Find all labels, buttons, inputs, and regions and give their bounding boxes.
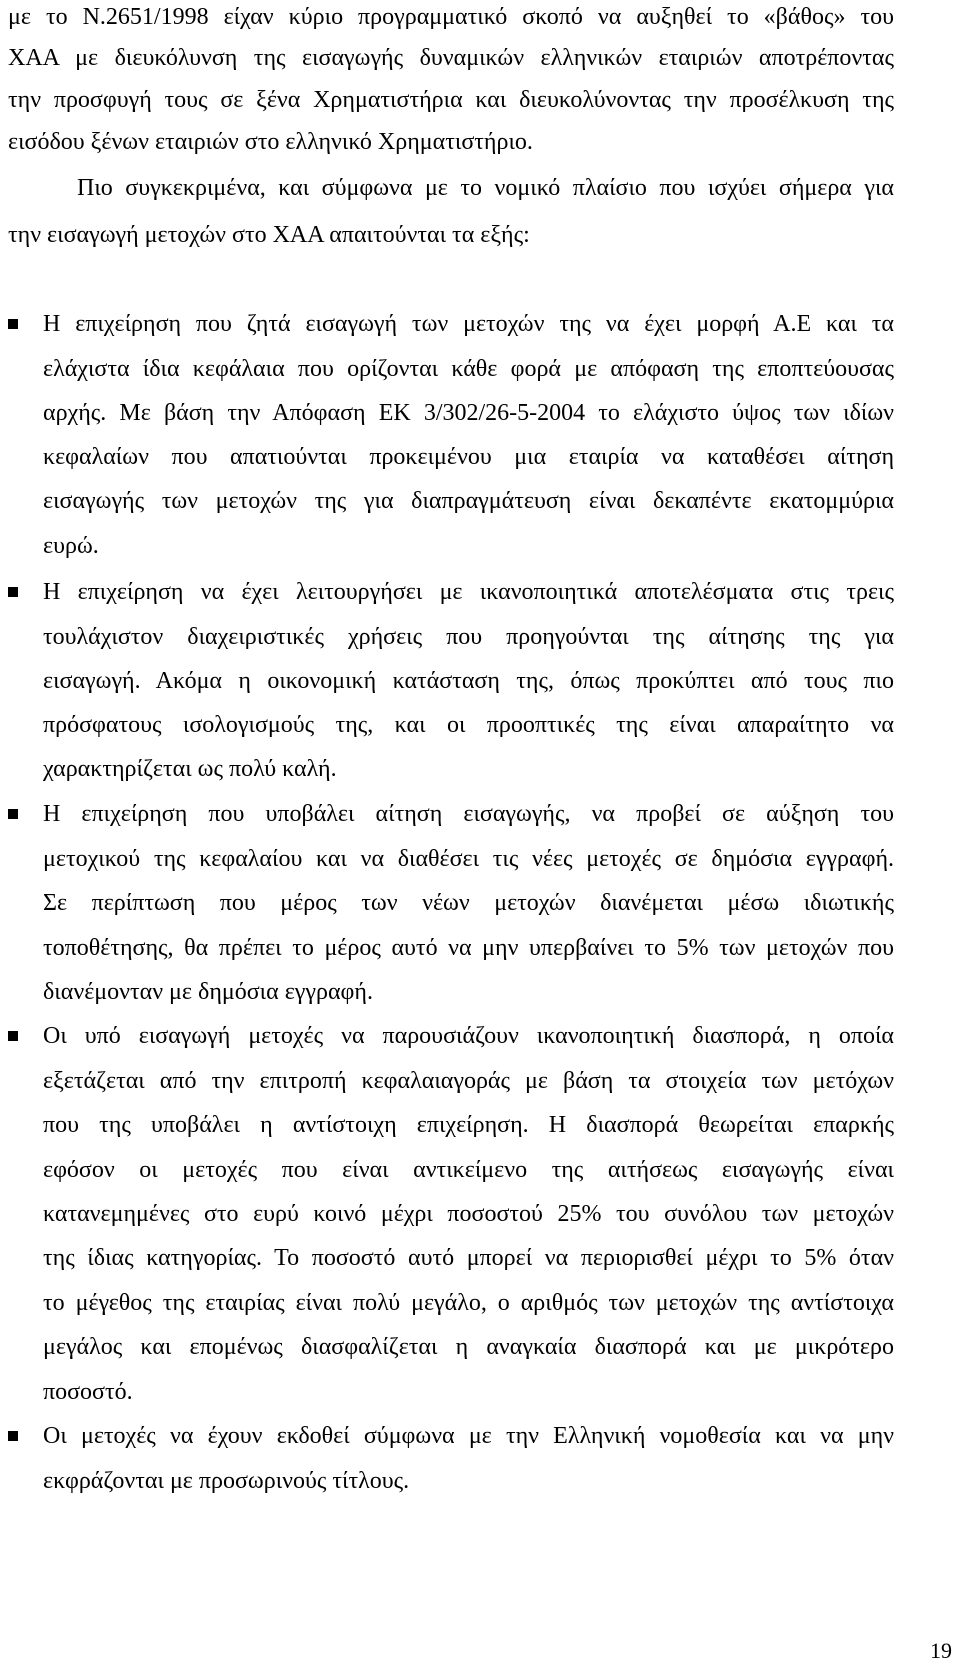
text-line: εκφράζονται με προσωρινούς τίτλους. — [43, 1468, 410, 1494]
text-line: ποσοστό. — [43, 1379, 133, 1405]
text-line: Η επιχείρηση να έχει λειτουργήσει με ικανοποιητικά αποτελέσματα στις τρεις — [43, 579, 894, 605]
text-line: εξετάζεται από την επιτροπή κεφαλαιαγοράς με βάση τα στοιχεία των μετόχων — [43, 1068, 894, 1094]
text-line: τοποθέτησης, θα πρέπει το μέρος αυτό να μην υπερβαίνει το 5% των μετοχών που — [43, 935, 894, 961]
text-line: μετοχικού της κεφαλαίου και να διαθέσει τις νέες μετοχές σε δημόσια εγγραφή. — [43, 846, 894, 872]
text-line: χαρακτηρίζεται ως πολύ καλή. — [43, 756, 337, 782]
text-line: κατανεμημένες στο ευρύ κοινό μέχρι ποσοστού 25% του συνόλου των μετοχών — [43, 1201, 894, 1227]
text-line: εισαγωγή. Ακόμα η οικονομική κατάσταση της, όπως προκύπτει από τους πιο — [43, 668, 894, 694]
text-line: Η επιχείρηση που ζητά εισαγωγή των μετοχών της να έχει μορφή Α.Ε και τα — [43, 311, 894, 337]
text-line: την προσφυγή τους σε ξένα Χρηματιστήρια και διευκολύνοντας την προσέλκυση της — [8, 87, 894, 113]
text-line: ελάχιστα ίδια κεφάλαια που ορίζονται κάθε φορά με απόφαση της εποπτεύουσας — [43, 356, 894, 382]
text-line: μεγάλος και επομένως διασφαλίζεται η αναγκαία διασπορά και με μικρότερο — [43, 1334, 894, 1360]
text-line: εισόδου ξένων εταιριών στο ελληνικό Χρηματιστήριο. — [8, 129, 533, 155]
page-number: 19 — [930, 1638, 952, 1663]
text-line: Οι υπό εισαγωγή μετοχές να παρουσιάζουν ικανοποιητική διασπορά, η οποία — [43, 1023, 894, 1049]
text-line: τουλάχιστον διαχειριστικές χρήσεις που προηγούνται της αίτησης της για — [43, 624, 894, 650]
square-bullet-icon — [8, 319, 18, 329]
text-line: πρόσφατους ισολογισμούς της, και οι προοπτικές της είναι απαραίτητο να — [43, 712, 894, 738]
square-bullet-icon — [8, 587, 18, 597]
text-line: ΧΑΑ με διευκόλυνση της εισαγωγής δυναμικών ελληνικών εταιριών αποτρέποντας — [8, 45, 894, 71]
text-line: την εισαγωγή μετοχών στο ΧΑΑ απαιτούνται τα εξής: — [8, 222, 530, 248]
text-line: Η επιχείρηση που υποβάλει αίτηση εισαγωγής, να προβεί σε αύξηση του — [43, 801, 894, 827]
text-line: Πιο συγκεκριμένα, και σύμφωνα με το νομικό πλαίσιο που ισχύει σήμερα για — [77, 175, 894, 201]
text-line: διανέμονταν με δημόσια εγγραφή. — [43, 979, 373, 1005]
text-line: της ίδιας κατηγορίας. Το ποσοστό αυτό μπορεί να περιορισθεί μέχρι το 5% όταν — [43, 1245, 894, 1271]
square-bullet-icon — [8, 809, 18, 819]
text-line: το μέγεθος της εταιρίας είναι πολύ μεγάλο, ο αριθμός των μετοχών της αντίστοιχα — [43, 1290, 894, 1316]
text-line: Σε περίπτωση που μέρος των νέων μετοχών διανέμεται μέσω ιδιωτικής — [43, 890, 894, 916]
text-line: εισαγωγής των μετοχών της για διαπραγμάτευση είναι δεκαπέντε εκατομμύρια — [43, 488, 894, 514]
text-line: ευρώ. — [43, 533, 99, 559]
text-line: αρχής. Με βάση την Απόφαση ΕΚ 3/302/26-5-2004 το ελάχιστο ύψος των ιδίων — [43, 400, 894, 426]
square-bullet-icon — [8, 1031, 18, 1041]
text-line: κεφαλαίων που απατιούνται προκειμένου μια εταιρία να καταθέσει αίτηση — [43, 444, 894, 470]
text-line: εφόσον οι μετοχές που είναι αντικείμενο της αιτήσεως εισαγωγής είναι — [43, 1157, 894, 1183]
text-line: με το Ν.2651/1998 είχαν κύριο προγραμματικό σκοπό να αυξηθεί το «βάθος» του — [8, 4, 894, 30]
text-line: Οι μετοχές να έχουν εκδοθεί σύμφωνα με την Ελληνική νομοθεσία και να μην — [43, 1423, 894, 1449]
text-line: που της υποβάλει η αντίστοιχη επιχείρηση. Η διασπορά θεωρείται επαρκής — [43, 1112, 894, 1138]
square-bullet-icon — [8, 1431, 18, 1441]
